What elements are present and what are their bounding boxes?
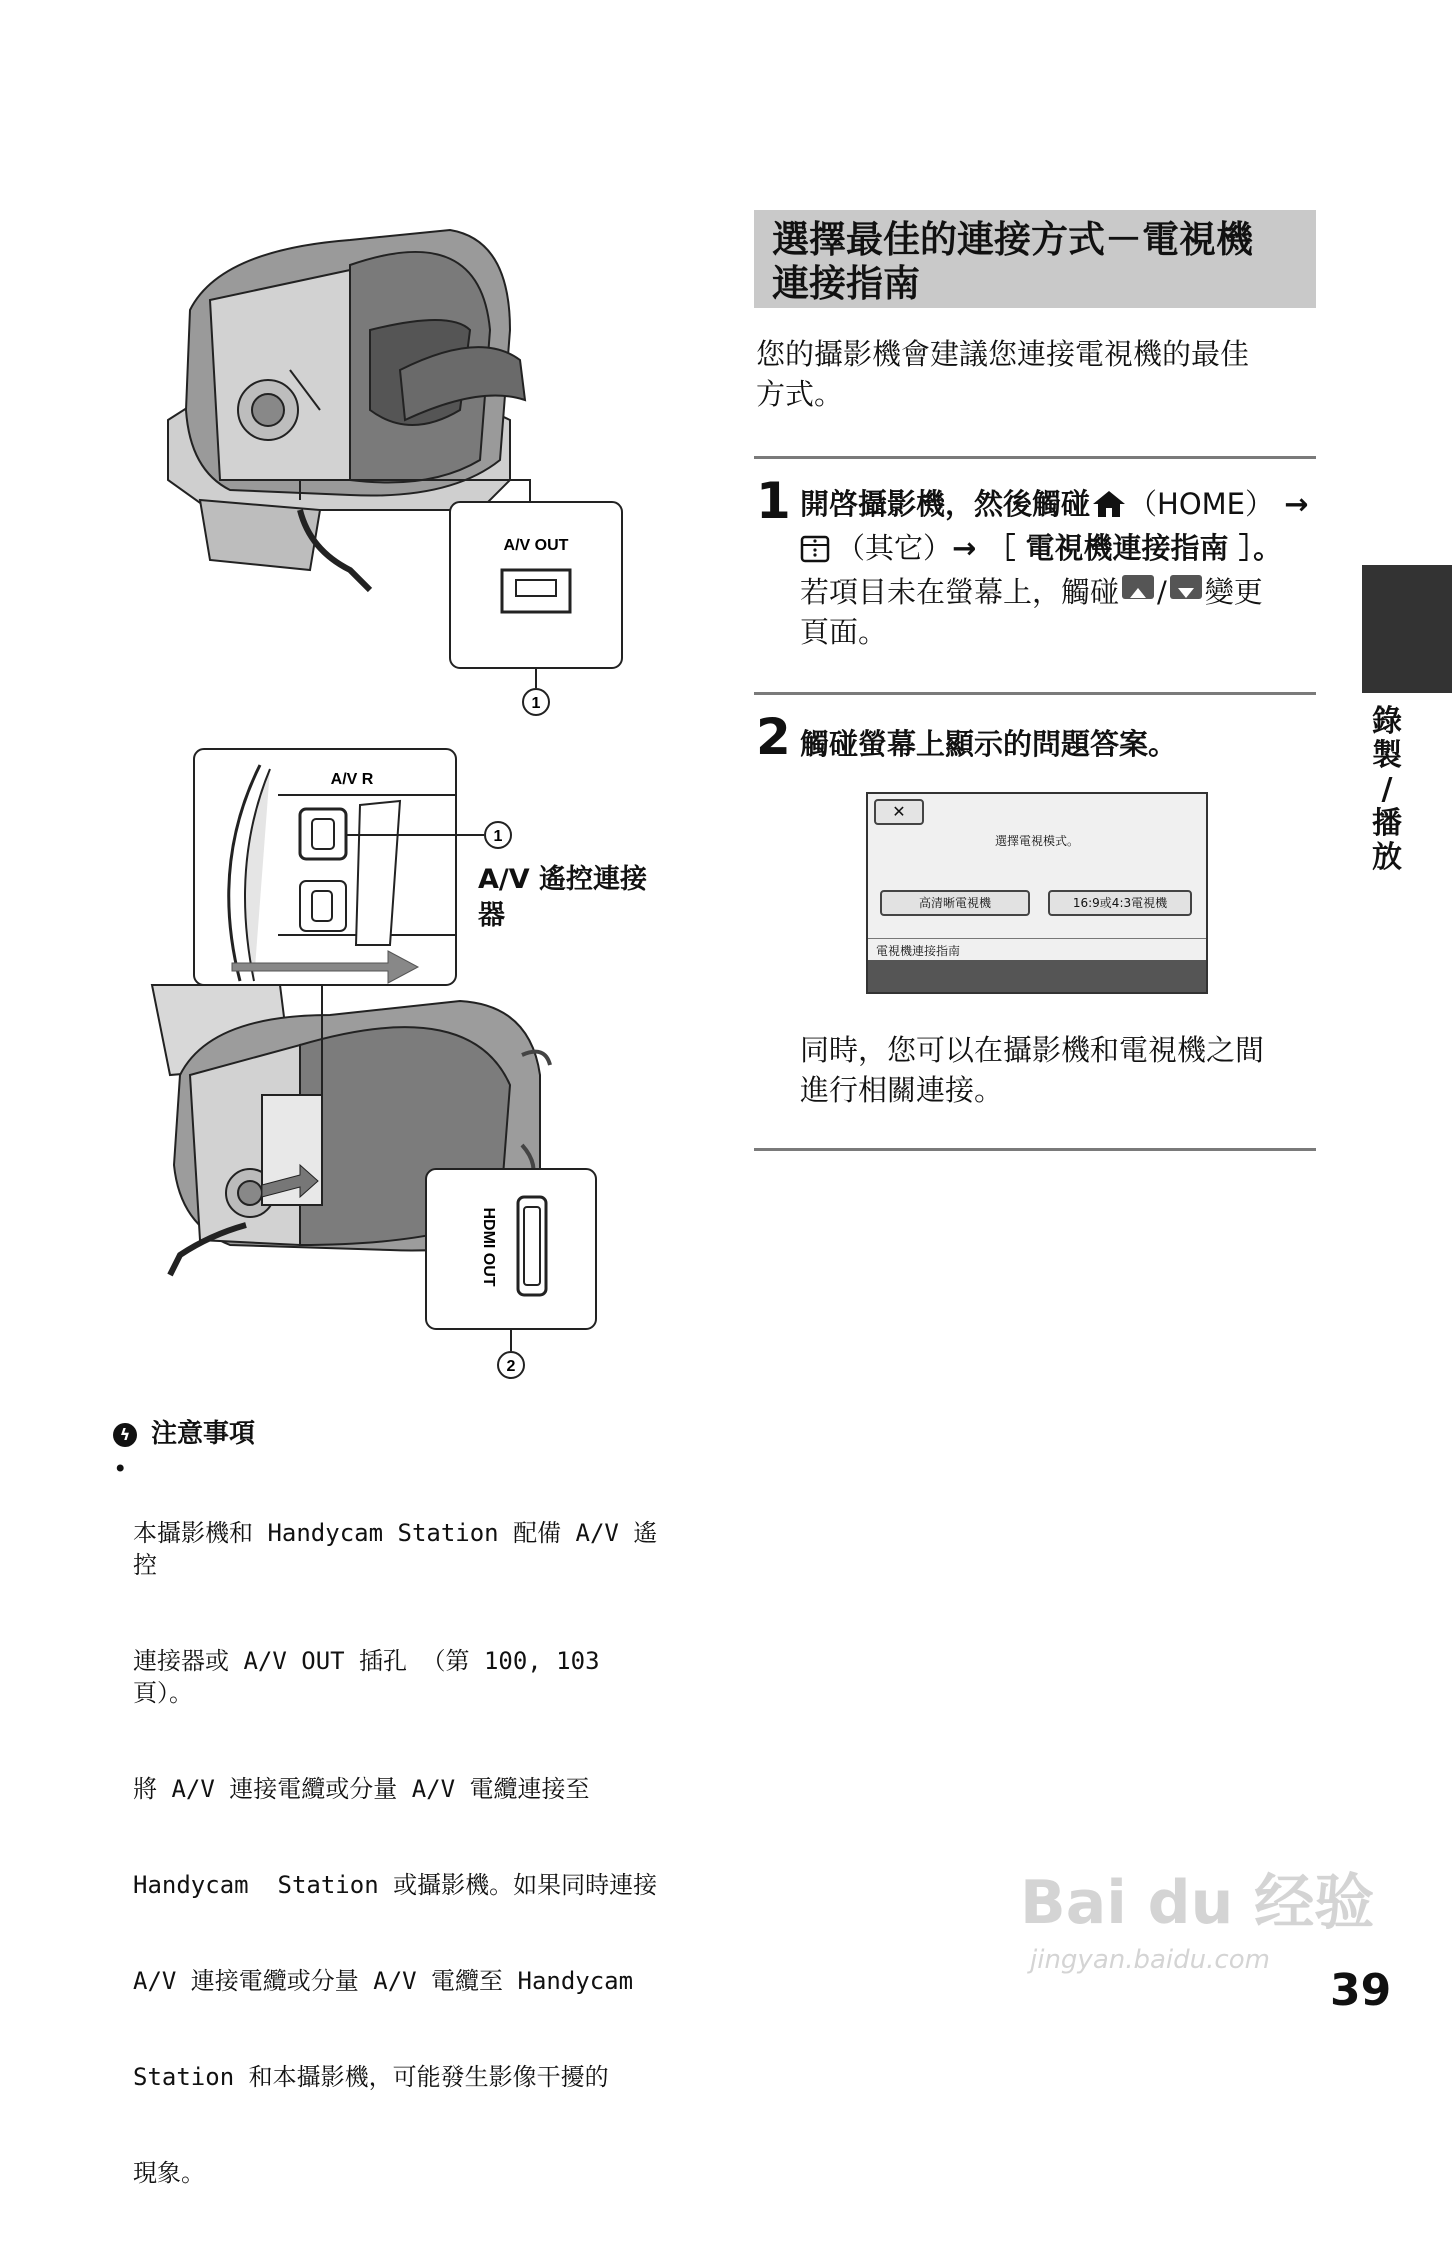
chapter-tab (1362, 565, 1452, 693)
other-category-icon (800, 534, 830, 564)
divider (754, 456, 1316, 459)
lcd-close-button[interactable]: ✕ (874, 799, 924, 825)
note-text (133, 1453, 673, 2253)
step-1-line1-prefix: 開啓攝影機，然後觸碰 (800, 487, 1091, 521)
step-1-sub-sep: / (1157, 575, 1167, 609)
step-2-after-text (800, 1030, 1320, 1110)
note-line: 本攝影機和 Handycam Station 配備 A/V 遙控 (133, 1519, 658, 1579)
step-2-number: 2 (756, 708, 791, 766)
callout-1-mid: 1 (493, 828, 503, 845)
heading-line1: 選擇最佳的連接方式－電視機 (772, 218, 1253, 261)
step-1-sub-prefix: 若項目未在螢幕上，觸碰 (800, 575, 1120, 609)
lcd-bottom-bar (868, 960, 1206, 992)
home-icon (1092, 490, 1126, 518)
chapter-char: 錄 (1372, 704, 1402, 739)
av-r-label: A/V R (330, 771, 374, 788)
hd-tv-button[interactable]: 高清晰電視機 (880, 890, 1030, 916)
lcd-screen (866, 792, 1208, 994)
step-1-subtext (800, 572, 1320, 652)
note-line: A/V 連接電纜或分量 A/V 電纜至 Handycam (133, 1967, 634, 1995)
step-1-home-label: （HOME） (1128, 487, 1274, 521)
sd-tv-button[interactable]: 16:9或4:3電視機 (1048, 890, 1192, 916)
callout-1-top: 1 (531, 695, 541, 712)
step-1-menu-item: ［ 電視機連接指南 ］。 (986, 531, 1283, 565)
chapter-label (1362, 705, 1412, 875)
page-up-button-icon (1122, 575, 1154, 599)
note-line: 將 A/V 連接電纜或分量 A/V 電纜連接至 (133, 1775, 590, 1803)
page-number: 39 (1330, 1965, 1392, 2016)
arrow-2: → (952, 531, 977, 565)
intro-line2: 方式。 (756, 377, 844, 411)
step-2-instruction: 觸碰螢幕上顯示的問題答案。 (800, 727, 1178, 761)
divider (754, 1148, 1316, 1151)
note-bullet: • (113, 1455, 128, 1483)
watermark-url: jingyan.baidu.com (1030, 1945, 1270, 1975)
divider (754, 692, 1316, 695)
note-line: 現象。 (133, 2159, 205, 2187)
heading-line2: 連接指南 (772, 262, 920, 305)
chapter-char: / (1381, 772, 1393, 807)
av-remote-connector-label (478, 862, 647, 934)
watermark-brand: Bai du 经验 (1020, 1868, 1375, 1938)
av-out-illustration (150, 210, 630, 730)
step-1-instruction (800, 482, 1320, 570)
av-remote-line1: A/V 遙控連接 (478, 864, 648, 895)
note-body (113, 1453, 673, 2253)
callout-2: 2 (506, 1358, 516, 1375)
step-1-other-label: （其它） (836, 531, 953, 565)
chapter-char: 製 (1372, 738, 1402, 773)
av-out-label: A/V OUT (503, 537, 569, 554)
note-line: Handycam Station 或攝影機。如果同時連接 (133, 1871, 658, 1899)
step-1-number: 1 (756, 472, 791, 530)
note-line: 連接器或 A/V OUT 插孔 （第 100, 103 頁）。 (133, 1647, 614, 1707)
arrow-1: → (1284, 487, 1309, 521)
hdmi-out-label: HDMI OUT (480, 1207, 497, 1287)
intro-text (756, 334, 1316, 414)
caution-icon: ϟ (113, 1423, 137, 1447)
lcd-divider (868, 938, 1206, 939)
chapter-char: 播 (1372, 806, 1402, 841)
av-remote-hdmi-illustration (150, 745, 670, 1425)
note-line: Station 和本攝影機，可能發生影像干擾的 (133, 2063, 609, 2091)
section-heading (754, 210, 1316, 308)
step-2-after-line1: 同時，您可以在攝影機和電視機之間 (800, 1033, 1265, 1067)
step-1-sub-line2: 頁面。 (800, 615, 888, 649)
chapter-char: 放 (1372, 840, 1402, 875)
note-title (113, 1413, 255, 1450)
note-title-text: 注意事項 (151, 1419, 256, 1449)
intro-line1: 您的攝影機會建議您連接電視機的最佳 (756, 337, 1250, 371)
lcd-prompt: 選擇電視模式。 (994, 834, 1079, 848)
step-2-after-line2: 進行相關連接。 (800, 1073, 1004, 1107)
lcd-title: 電視機連接指南 (876, 944, 961, 958)
page-down-button-icon (1170, 575, 1202, 599)
av-remote-line2: 器 (478, 900, 505, 931)
step-1-sub-suffix: 變更 (1204, 575, 1263, 609)
